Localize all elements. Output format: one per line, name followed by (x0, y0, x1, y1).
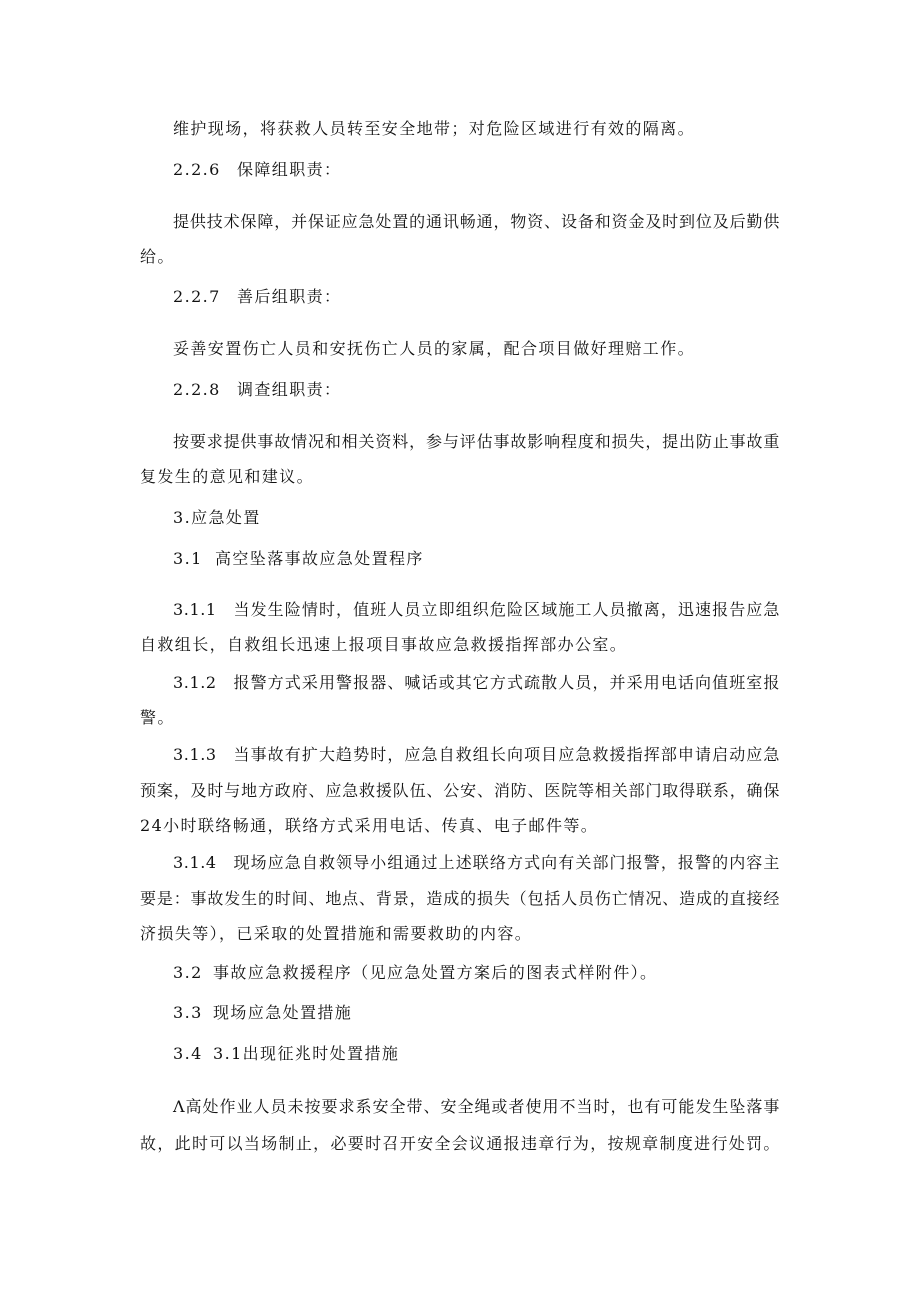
section-number: 3.3 (173, 1003, 203, 1022)
section-number: 2.2.8 (173, 380, 221, 399)
section-title: 调查组职责： (237, 380, 342, 399)
section-heading-3-1 (173, 549, 780, 569)
paragraph-line: 预案，及时与地方政府、应急救援队伍、公安、消防、医院等相关部门取得联系，确保 (140, 781, 780, 800)
section-number: 3.1.1 (173, 600, 217, 619)
section-title: 事故应急救援程序（见应急处置方案后的图表式样附件）。 (213, 963, 658, 982)
section-number: 2.2.7 (173, 287, 221, 306)
paragraph-line: 要是：事故发生的时间、地点、背景，造成的损失（包括人员伤亡情况、造成的直接经 (140, 889, 780, 908)
paragraph-text: 现场应急自救领导小组通过上述联络方式向有关部门报警，报警的内容主 (233, 853, 780, 872)
section-heading-2-2-6 (173, 160, 780, 180)
section-number: 3.1.3 (173, 745, 217, 764)
section-heading-2-2-8 (173, 380, 780, 400)
paragraph-line: 警。 (140, 708, 175, 727)
section-heading-3: 3.应急处置 (173, 508, 261, 527)
section-heading-3-4 (173, 1044, 780, 1064)
paragraph-line: 复发生的意见和建议。 (140, 467, 315, 486)
paragraph-line: 给。 (140, 247, 175, 266)
section-number: 3.1 (173, 549, 203, 568)
section-title: 善后组职责： (237, 287, 342, 306)
section-number: 2.2.6 (173, 160, 221, 179)
paragraph-line: 济损失等），已采取的处置措施和需要救助的内容。 (140, 924, 533, 943)
paragraph-text: 当事故有扩大趋势时，应急自救组长向项目应急救援指挥部申请启动应急 (233, 745, 780, 764)
paragraph-line: 按要求提供事故情况和相关资料，参与评估事故影响程度和损失，提出防止事故重 (173, 432, 780, 451)
paragraph-line: 妥善安置伤亡人员和安抚伤亡人员的家属，配合项目做好理赔工作。 (173, 339, 696, 358)
section-title: 保障组职责： (237, 160, 342, 179)
section-number: 3.4 (173, 1044, 203, 1063)
paragraph-line: 故，此时可以当场制止，必要时召开安全会议通报违章行为，按规章制度进行处罚。 (140, 1134, 780, 1153)
paragraph-text: 当发生险情时，值班人员立即组织危险区域施工人员撤离，迅速报告应急 (233, 600, 780, 619)
section-heading-3-2 (173, 963, 780, 983)
paragraph-line-3-1-4 (173, 853, 780, 873)
paragraph-line-3-1-1 (173, 600, 780, 620)
paragraph-line: 维护现场，将获救人员转至安全地带；对危险区域进行有效的隔离。 (173, 119, 696, 138)
section-heading-2-2-7 (173, 287, 780, 307)
paragraph-line-3-1-3 (173, 745, 780, 765)
paragraph-line: Λ高处作业人员未按要求系安全带、安全绳或者使用不当时，也有可能发生坠落事 (173, 1097, 780, 1116)
paragraph-line-3-1-2 (173, 673, 780, 693)
paragraph-line: 提供技术保障，并保证应急处置的通讯畅通，物资、设备和资金及时到位及后勤供 (173, 212, 780, 231)
section-number: 3.1.2 (173, 673, 217, 692)
paragraph-line: 24小时联络畅通，联络方式采用电话、传真、电子邮件等。 (140, 816, 599, 835)
section-title: 现场应急处置措施 (213, 1003, 353, 1022)
section-number: 3.1.4 (173, 853, 217, 872)
paragraph-line: 自救组长，自救组长迅速上报项目事故应急救援指挥部办公室。 (140, 635, 628, 654)
section-title: 高空坠落事故应急处置程序 (215, 549, 424, 568)
section-heading-3-3 (173, 1003, 780, 1023)
section-title: 3.1出现征兆时处置措施 (213, 1044, 400, 1063)
section-number: 3.2 (173, 963, 203, 982)
paragraph-text: 报警方式采用警报器、喊话或其它方式疏散人员，并采用电话向值班室报 (233, 673, 780, 692)
